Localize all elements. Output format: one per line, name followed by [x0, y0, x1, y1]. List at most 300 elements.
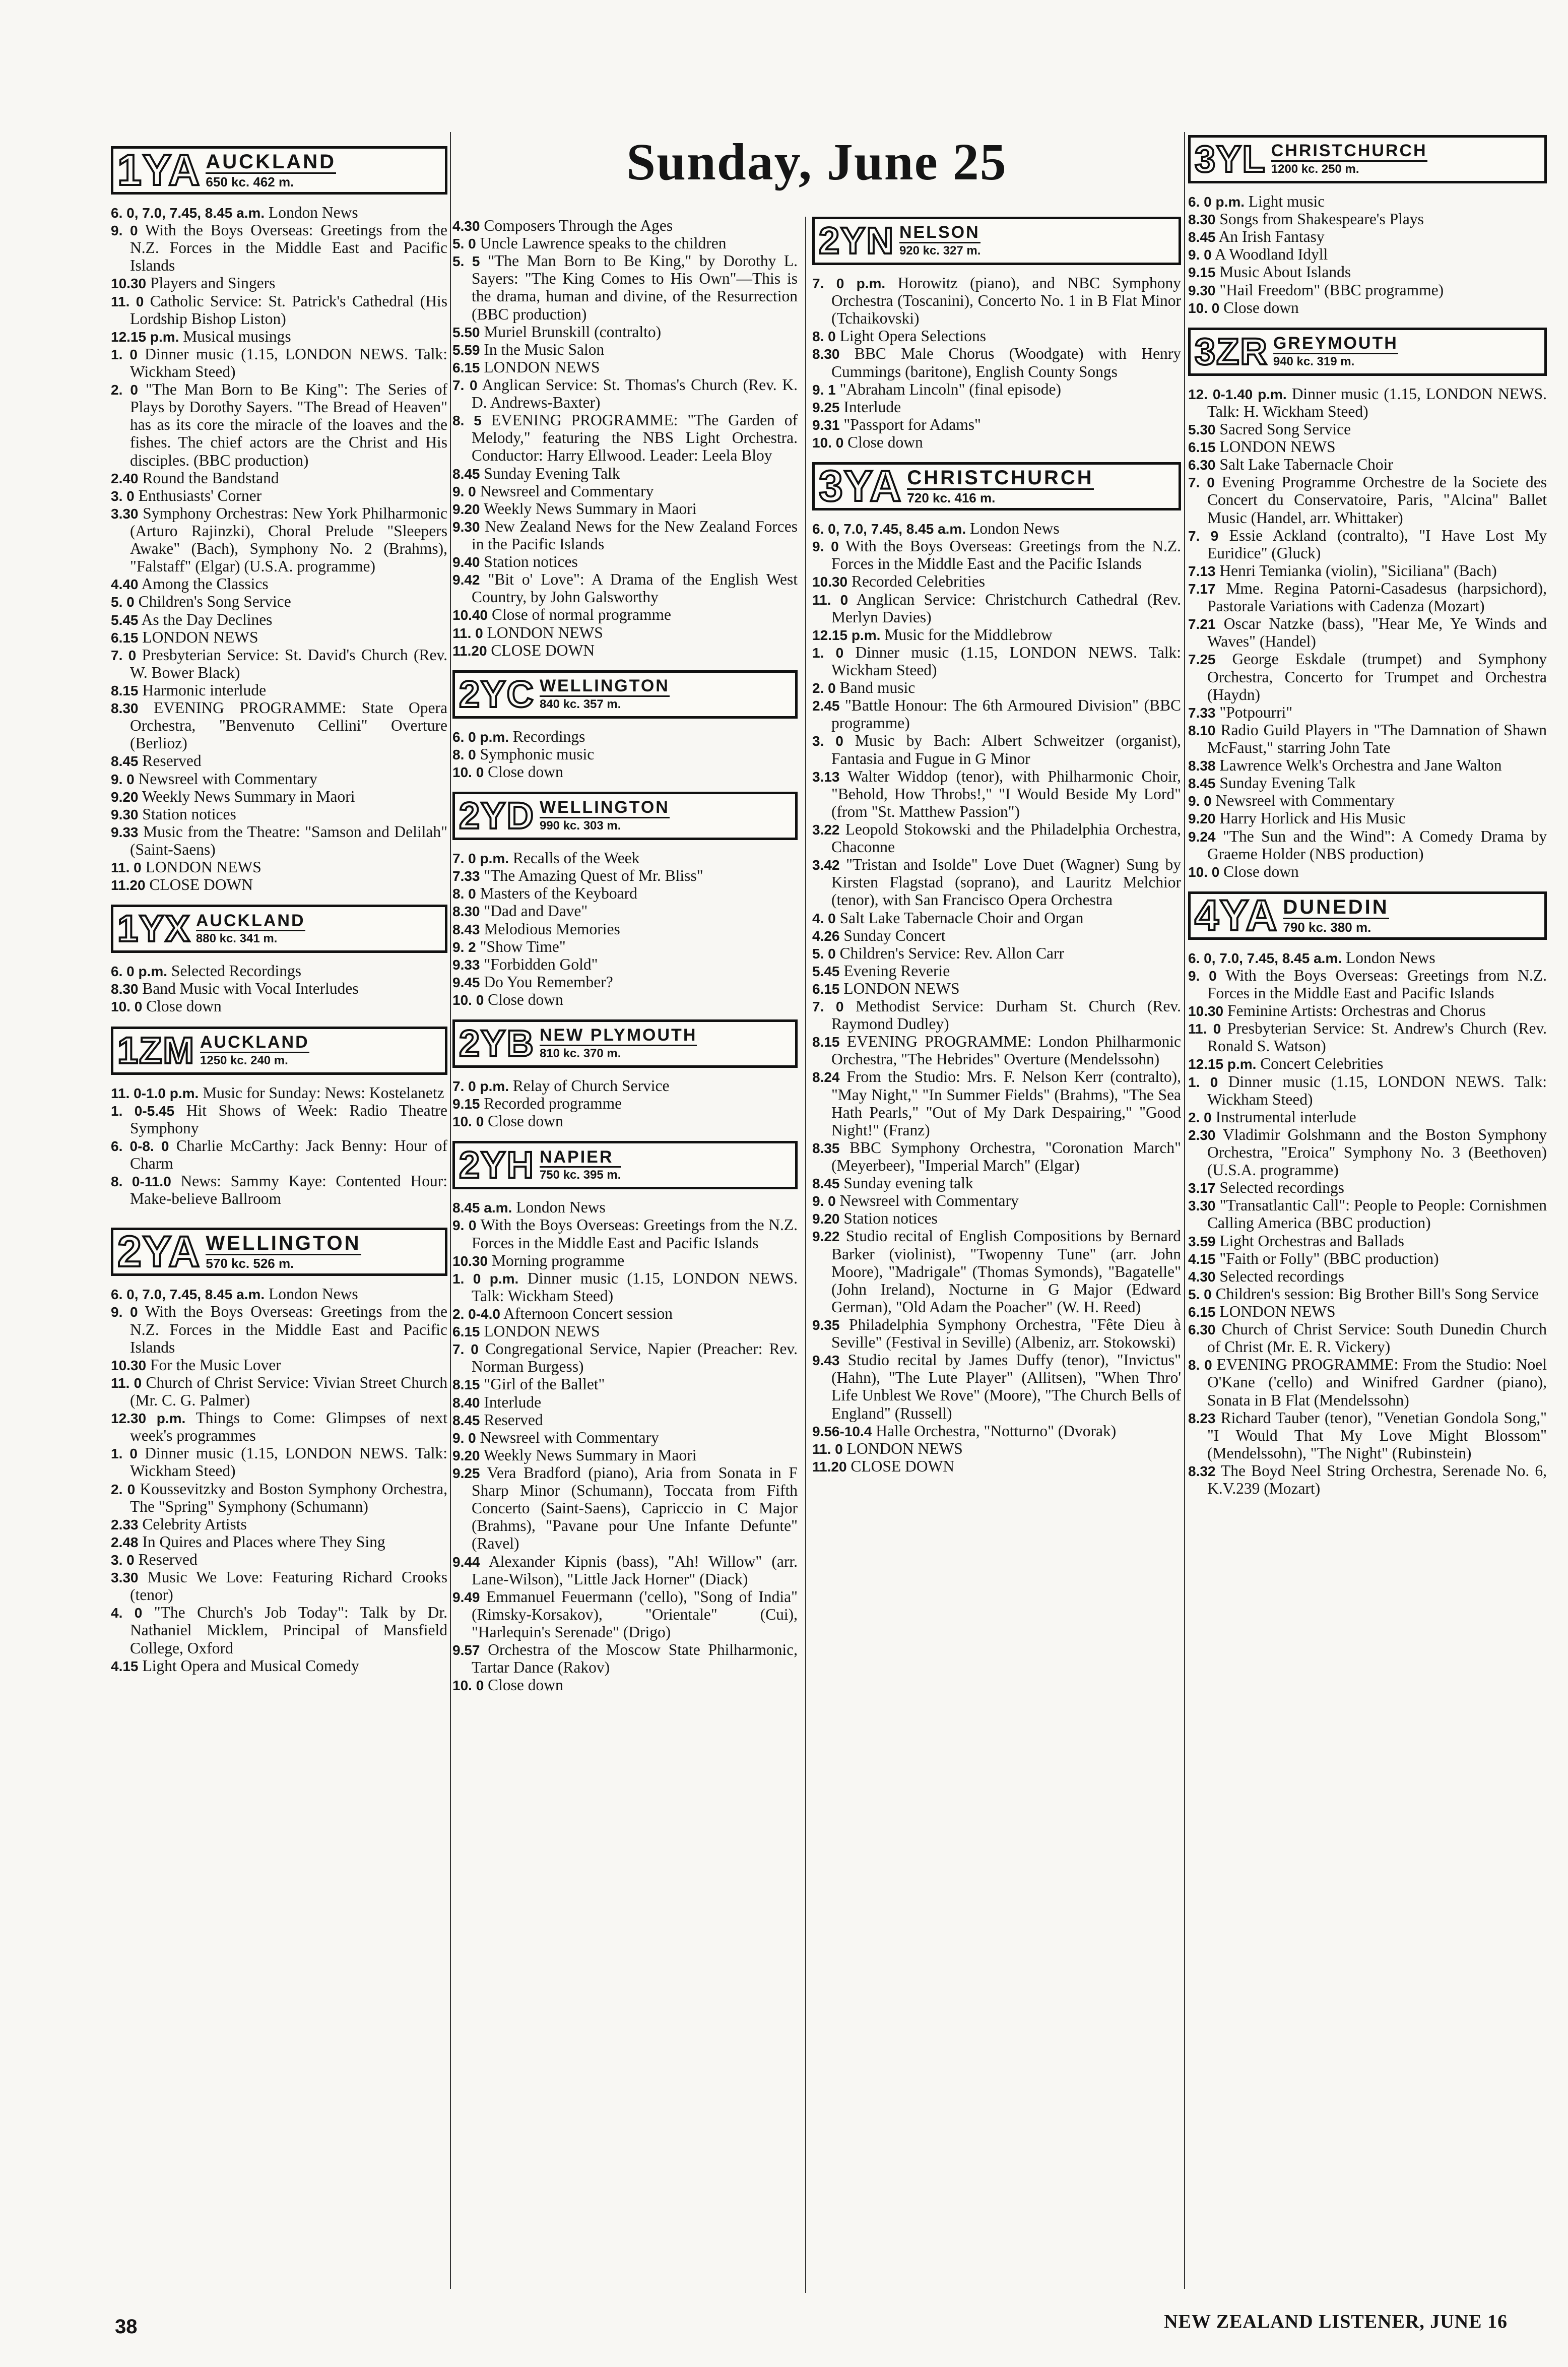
- programme-description: Enthusiasts' Corner: [138, 486, 262, 504]
- station-city: NELSON: [899, 224, 981, 243]
- column-rule: [1184, 132, 1185, 2289]
- programme-description: Vera Bradford (piano), Aria from Sonata in F Sharp Minor (Schumann), Toccata from Fifth Concerto (Saint-Saens), Capriccio in C Major (Brahms), "Pavane pour Une Infante Defunte" (Ravel): [472, 1464, 798, 1553]
- programme-entry: [812, 274, 1181, 327]
- programme-description: Close down: [847, 433, 923, 451]
- programme-entry: [812, 1192, 1181, 1209]
- programme-description: EVENING PROGRAMME: From the Studio: Noel O'Kane ('cello) and Winifred Gardner (piano), Sonata in B Flat (Mendelssohn): [1207, 1356, 1547, 1409]
- programme-time: 2.45: [812, 698, 840, 714]
- programme-description: CLOSE DOWN: [851, 1457, 955, 1475]
- programme-description: Music by Bach: Albert Schweitzer (organist), Fantasia and Fugue in G Minor: [831, 732, 1181, 767]
- programme-description: EVENING PROGRAMME: State Opera Orchestra, "Benvenuto Cellini" Overture (Berlioz): [130, 699, 447, 752]
- programme-description: "Passport for Adams": [843, 415, 981, 433]
- programme-entry: [1188, 527, 1547, 562]
- programme-description: With the Boys Overseas: Greetings from the N.Z. Forces in the Middle East and Pacific Islands: [130, 221, 447, 275]
- programme-time: 9. 0: [812, 1193, 836, 1209]
- programme-entry: [1188, 438, 1547, 456]
- programme-time: 5.45: [812, 963, 840, 979]
- programme-time: 11. 0: [111, 860, 142, 876]
- programme-time: 12.15 p.m.: [111, 329, 179, 345]
- station-city: WELLINGTON: [206, 1232, 361, 1255]
- station-header-1ya: [111, 146, 447, 195]
- programme-description: Feminine Artists: Orchestras and Chorus: [1227, 1002, 1486, 1020]
- programme-entry: [1188, 703, 1547, 721]
- programme-time: 9. 0: [111, 223, 138, 239]
- schedule-3yl: [1188, 193, 1547, 316]
- programme-time: 6. 0 p.m.: [1188, 194, 1245, 210]
- programme-description: Studio recital of English Compositions by Bernard Barker (violinist), "Twopenny Tune" (arr. John Moore), "Madrigale" (Thomas Symonds), "Bagatelle" (John Ireland), Nocturne in G Major (Edward German), "Old Adam the Poacher" (W. H. Reed): [831, 1227, 1181, 1316]
- programme-description: Relay of Church Service: [512, 1077, 670, 1095]
- programme-entry: [452, 358, 798, 376]
- programme-time: 8.40: [452, 1394, 480, 1411]
- programme-time: 7.21: [1188, 616, 1216, 632]
- programme-time: 6.15: [111, 629, 139, 646]
- programme-time: 8.45: [812, 1176, 840, 1192]
- schedule-3zr: [1188, 385, 1547, 880]
- programme-entry: [1188, 473, 1547, 526]
- programme-time: 9.20: [1188, 811, 1216, 827]
- programme-entry: [1188, 1303, 1547, 1320]
- programme-description: George Eskdale (trumpet) and Symphony Orchestra, Concerto for Trumpet and Orchestra (Haydn): [1207, 650, 1547, 703]
- programme-entry: [1188, 1179, 1547, 1196]
- programme-description: Church of Christ Service: Vivian Street Church (Mr. C. G. Palmer): [130, 1373, 448, 1410]
- programme-time: 3.22: [812, 821, 840, 838]
- programme-time: 9.57: [452, 1642, 480, 1658]
- programme-description: Evening Reverie: [843, 962, 950, 980]
- programme-description: LONDON NEWS: [843, 979, 960, 997]
- programme-time: 7. 0 p.m.: [452, 851, 509, 867]
- programme-description: "Potpourri": [1219, 703, 1293, 721]
- programme-time: 6.30: [1188, 1322, 1216, 1338]
- programme-entry: [812, 767, 1181, 820]
- programme-entry: [1188, 228, 1547, 245]
- programme-time: 2. 0: [812, 680, 836, 696]
- programme-time: 8.32: [1188, 1463, 1216, 1479]
- programme-time: 9.20: [812, 1211, 840, 1227]
- programme-time: 9. 0: [452, 1430, 476, 1446]
- programme-time: 11. 0: [111, 293, 144, 309]
- programme-time: 9.43: [812, 1353, 840, 1369]
- programme-time: 7. 0: [111, 647, 137, 663]
- programme-description: Light Opera Selections: [839, 327, 986, 345]
- programme-time: 2. 0: [1188, 1109, 1212, 1125]
- programme-entry: [111, 1374, 447, 1409]
- programme-time: 10. 0: [452, 1114, 484, 1130]
- programme-entry: [1188, 967, 1547, 1002]
- programme-entry: [812, 520, 1181, 537]
- programme-entry: [111, 1515, 447, 1533]
- programme-time: 8.45: [452, 1412, 480, 1428]
- programme-description: Sunday Evening Talk: [1219, 774, 1356, 792]
- programme-entry: [452, 1305, 798, 1322]
- programme-entry: [452, 867, 798, 884]
- programme-time: 9.49: [452, 1589, 480, 1605]
- programme-entry: [812, 1174, 1181, 1192]
- station-frequency: 790 kc. 380 m.: [1283, 919, 1371, 935]
- programme-time: 9. 0: [452, 1218, 477, 1234]
- schedule-1yx: [111, 962, 447, 1015]
- programme-description: "Battle Honour: The 6th Armoured Division" (BBC programme): [831, 696, 1181, 732]
- programme-description: Afternoon Concert session: [503, 1305, 673, 1323]
- programme-entry: [812, 644, 1181, 679]
- station-frequency: 720 kc. 416 m.: [907, 490, 996, 506]
- programme-entry: [111, 805, 447, 823]
- programme-time: 8.15: [812, 1034, 840, 1050]
- programme-description: Philadelphia Symphony Orchestra, "Fête Dieu à Seville" (Festival in Seville) (Albeniz, arr. Stokowski): [831, 1316, 1181, 1352]
- programme-time: 9.33: [111, 824, 139, 840]
- programme-time: 9.20: [452, 501, 480, 517]
- programme-entry: [111, 858, 447, 876]
- programme-description: Music for the Middlebrow: [884, 625, 1053, 644]
- station-header-1zm: [111, 1027, 447, 1075]
- programme-description: Anglican Service: St. Thomas's Church (Rev. K. D. Andrews-Baxter): [472, 375, 798, 412]
- page-title: Sunday, June 25: [626, 133, 1007, 191]
- programme-entry: [111, 1568, 447, 1604]
- programme-time: 7. 0 p.m.: [452, 1078, 509, 1095]
- programme-entry: [111, 788, 447, 805]
- programme-time: 5. 0: [1188, 1286, 1212, 1302]
- programme-time: 7. 9: [1188, 528, 1219, 544]
- station-frequency: 920 kc. 327 m.: [899, 243, 981, 258]
- programme-description: Close of normal programme: [491, 606, 671, 624]
- programme-time: 4.15: [1188, 1251, 1216, 1267]
- programme-entry: [111, 1285, 447, 1303]
- programme-entry: [452, 1375, 798, 1393]
- programme-time: 10.30: [111, 1357, 147, 1373]
- programme-entry: [111, 328, 447, 345]
- programme-description: Reserved: [142, 752, 202, 770]
- programme-entry: [1188, 774, 1547, 792]
- programme-time: 6.15: [1188, 439, 1216, 456]
- programme-time: 2. 0-4.0: [452, 1306, 500, 1322]
- programme-entry: [111, 1084, 447, 1102]
- programme-entry: [1188, 1196, 1547, 1232]
- programme-entry: [1188, 385, 1547, 420]
- station-city: DUNEDIN: [1283, 895, 1389, 918]
- programme-description: In Quires and Places where They Sing: [142, 1532, 385, 1551]
- programme-time: 8.15: [111, 682, 139, 698]
- programme-description: "Abraham Lincoln" (final episode): [839, 380, 1062, 398]
- station-frequency: 990 kc. 303 m.: [539, 819, 621, 833]
- programme-description: Morning programme: [491, 1251, 625, 1269]
- programme-time: 8. 0-11.0: [111, 1174, 171, 1190]
- station-header-1yx: [111, 905, 447, 953]
- programme-time: 9.25: [452, 1465, 480, 1482]
- programme-time: 3. 0: [111, 1552, 135, 1568]
- programme-description: Catholic Service: St. Patrick's Cathedral (His Lordship Bishop Liston): [130, 292, 448, 328]
- programme-entry: [452, 500, 798, 518]
- programme-description: Recordings: [512, 727, 585, 745]
- schedule-2yn: [812, 274, 1181, 451]
- programme-entry: [111, 752, 447, 770]
- programme-time: 4.30: [452, 218, 480, 234]
- programme-entry: [452, 376, 798, 411]
- programme-description: Selected Recordings: [171, 962, 301, 980]
- programme-entry: [111, 962, 447, 980]
- programme-entry: [111, 1356, 447, 1374]
- schedule-3ya: [812, 520, 1181, 1475]
- programme-description: LONDON NEWS: [484, 1322, 600, 1340]
- programme-entry: [111, 1533, 447, 1551]
- programme-time: 2. 0: [111, 1481, 136, 1497]
- programme-entry: [111, 997, 447, 1015]
- programme-description: Children's session: Big Brother Bill's Song Service: [1215, 1285, 1539, 1303]
- programme-entry: [812, 944, 1181, 962]
- programme-description: Interlude: [843, 398, 901, 416]
- programme-description: Evening Programme Orchestre de la Societe des Concert du Conservatoire, Paris, "Alcina" Ballet Music (Handel, arr. Whittaker): [1207, 473, 1547, 527]
- programme-entry: [1188, 420, 1547, 438]
- programme-description: With the Boys Overseas: Greetings from the N.Z. Forces in the Middle East and Pacific Islands: [130, 1303, 447, 1356]
- programme-description: BBC Male Chorus (Woodgate) with Henry Cummings (baritone), English County Songs: [831, 345, 1182, 380]
- programme-description: LONDON NEWS: [487, 623, 603, 642]
- programme-entry: [452, 973, 798, 991]
- schedule-2yd: [452, 849, 798, 1008]
- programme-description: Music from the Theatre: "Samson and Delilah" (Saint-Saens): [130, 822, 448, 858]
- programme-time: 8.45: [1188, 776, 1216, 792]
- publication-footer: NEW ZEALAND LISTENER, JUNE 16: [1164, 2311, 1508, 2332]
- programme-description: A Woodland Idyll: [1214, 245, 1328, 264]
- programme-description: Station notices: [484, 553, 578, 571]
- programme-description: Music for Sunday: News: Kostelanetz: [203, 1083, 444, 1102]
- programme-time: 7. 0: [452, 1341, 479, 1358]
- programme-entry: [111, 292, 447, 328]
- programme-time: 9.40: [452, 554, 480, 570]
- programme-time: 3.30: [111, 505, 139, 522]
- programme-description: Dinner music (1.15, LONDON NEWS. Talk: Wickham Steed): [130, 1444, 448, 1480]
- programme-description: LONDON NEWS: [142, 628, 258, 646]
- programme-description: "The Amazing Quest of Mr. Bliss": [484, 867, 703, 885]
- programme-entry: [812, 1033, 1181, 1068]
- programme-entry: [111, 770, 447, 788]
- programme-entry: [1188, 1267, 1547, 1285]
- programme-description: Salt Lake Tabernacle Choir and Organ: [839, 909, 1084, 927]
- programme-entry: [452, 1252, 798, 1269]
- programme-entry: [452, 728, 798, 745]
- station-city: GREYMOUTH: [1273, 335, 1398, 354]
- programme-entry: [1188, 245, 1547, 263]
- programme-description: Weekly News Summary in Maori: [483, 499, 697, 518]
- programme-description: CLOSE DOWN: [149, 876, 253, 894]
- programme-description: "Forbidden Gold": [484, 955, 598, 973]
- programme-entry: [1188, 1002, 1547, 1019]
- programme-entry: [452, 323, 798, 341]
- schedule-2ya: [111, 1285, 447, 1674]
- programme-time: 12.30 p.m.: [111, 1411, 186, 1427]
- station-city: NEW PLYMOUTH: [540, 1027, 697, 1046]
- programme-time: 2.40: [111, 470, 139, 486]
- programme-entry: [812, 1227, 1181, 1316]
- programme-time: 8.38: [1188, 758, 1216, 774]
- programme-description: Celebrity Artists: [142, 1515, 247, 1533]
- programme-entry: [812, 820, 1181, 856]
- programme-time: 7.25: [1188, 652, 1216, 668]
- programme-description: With the Boys Overseas: Greetings from N.Z. Forces in the Middle East and Pacific Islands: [1207, 966, 1547, 1002]
- programme-time: 5.45: [111, 612, 139, 628]
- programme-entry: [812, 732, 1181, 767]
- programme-entry: [452, 1676, 798, 1694]
- programme-entry: [1188, 456, 1547, 473]
- programme-description: Selected recordings: [1219, 1179, 1344, 1197]
- programme-time: 10. 0: [111, 999, 143, 1015]
- column-3: [812, 217, 1181, 1475]
- programme-description: BBC Symphony Orchestra, "Coronation March" (Meyerbeer), "Imperial March" (Elgar): [831, 1138, 1181, 1175]
- programme-time: 2. 0: [111, 382, 138, 398]
- schedule-4ya: [1188, 949, 1547, 1497]
- programme-time: 9. 2: [452, 939, 476, 955]
- programme-entry: [452, 642, 798, 659]
- programme-time: 10.30: [111, 276, 147, 292]
- programme-time: 5. 0: [452, 236, 476, 252]
- programme-description: Symphonic music: [480, 745, 595, 763]
- programme-description: Halle Orchestra, "Notturno" (Dvorak): [876, 1422, 1117, 1440]
- programme-entry: [452, 1112, 798, 1130]
- programme-description: Close down: [488, 990, 563, 1008]
- programme-entry: [812, 626, 1181, 644]
- column-rule: [450, 132, 451, 2289]
- programme-description: Masters of the Keyboard: [480, 884, 637, 903]
- programme-entry: [452, 884, 798, 902]
- programme-entry: [452, 955, 798, 973]
- programme-description: Interlude: [484, 1393, 542, 1411]
- programme-entry: [812, 1139, 1181, 1174]
- programme-time: 8. 5: [452, 413, 482, 429]
- station-frequency: 810 kc. 370 m.: [539, 1047, 621, 1061]
- programme-time: 1. 0-5.45: [111, 1103, 175, 1119]
- programme-entry: [452, 1464, 798, 1553]
- column-1: [111, 146, 447, 1675]
- programme-description: Dinner music (1.15, LONDON NEWS. Talk: H. Wickham Steed): [1207, 385, 1547, 420]
- programme-description: Newsreel with Commentary: [1215, 792, 1395, 810]
- programme-entry: [1188, 1409, 1547, 1462]
- schedule-1ya: [111, 204, 447, 893]
- programme-description: Lawrence Welk's Orchestra and Jane Walton: [1219, 756, 1502, 775]
- programme-time: 3.30: [1188, 1198, 1216, 1214]
- programme-entry: [452, 1322, 798, 1340]
- programme-entry: [452, 624, 798, 642]
- programme-description: Symphony Orchestras: New York Philharmonic (Arturo Rajinzki), Choral Prelude "Sleepers Awake" (Bach), Symphony No. 2 (Brahms), "Falstaff" (Elgar) (U.S.A. programme): [130, 504, 447, 575]
- programme-entry: [812, 433, 1181, 451]
- programme-entry: [812, 416, 1181, 433]
- programme-description: Sacred Song Service: [1219, 420, 1351, 438]
- programme-entry: [111, 1604, 447, 1656]
- station-header-2yn: [812, 217, 1181, 265]
- programme-description: Concert Celebrities: [1260, 1055, 1384, 1073]
- programme-entry: [452, 1077, 798, 1095]
- station-city: AUCKLAND: [206, 151, 337, 173]
- programme-time: 7. 0: [1188, 475, 1215, 491]
- programme-time: 7.13: [1188, 563, 1216, 579]
- programme-time: 6. 0, 7.0, 7.45, 8.45 a.m.: [111, 1287, 265, 1303]
- programme-time: 8. 0: [452, 886, 476, 902]
- programme-description: The Boyd Neel String Orchestra, Serenade No. 6, K.V.239 (Mozart): [1207, 1462, 1547, 1498]
- programme-time: 9. 0: [111, 771, 135, 787]
- programme-entry: [1188, 1285, 1547, 1303]
- programme-entry: [1188, 1055, 1547, 1072]
- programme-time: 3.59: [1188, 1233, 1216, 1249]
- programme-entry: [812, 537, 1181, 572]
- programme-time: 11. 0: [1188, 1021, 1221, 1037]
- programme-entry: [111, 487, 447, 504]
- programme-description: "Hail Freedom" (BBC programme): [1219, 281, 1444, 299]
- programme-description: Weekly News Summary in Maori: [142, 787, 355, 805]
- programme-entry: [452, 465, 798, 482]
- station-call-sign: 2YC: [459, 673, 535, 715]
- programme-description: Recalls of the Week: [512, 849, 640, 867]
- programme-entry: [452, 482, 798, 500]
- programme-time: 7. 0 p.m.: [812, 276, 886, 291]
- programme-time: 6.15: [1188, 1304, 1216, 1320]
- programme-entry: [452, 1429, 798, 1446]
- programme-entry: [452, 1393, 798, 1411]
- programme-time: 8.45: [452, 466, 480, 482]
- programme-description: New Zealand News for the New Zealand Forces in the Pacific Islands: [472, 517, 798, 553]
- programme-description: Things to Come: Glimpses of next week's programmes: [130, 1409, 447, 1445]
- programme-entry: [1188, 1073, 1547, 1108]
- programme-description: Newsreel with Commentary: [480, 1428, 659, 1446]
- station-header-3ya: [812, 462, 1181, 510]
- programme-time: 8.23: [1188, 1410, 1216, 1426]
- station-call-sign: 2YH: [459, 1144, 535, 1186]
- programme-entry: [111, 1303, 447, 1356]
- programme-description: Music About Islands: [1219, 263, 1351, 281]
- station-city: CHRISTCHURCH: [907, 467, 1094, 489]
- programme-time: 5.50: [452, 324, 480, 340]
- programme-time: 12.15 p.m.: [812, 627, 881, 643]
- programme-time: 8.10: [1188, 722, 1216, 738]
- programme-description: Light Orchestras and Ballads: [1219, 1232, 1404, 1250]
- programme-description: Close down: [1223, 862, 1299, 880]
- page-number: 38: [115, 2316, 138, 2338]
- programme-description: Walter Widdop (tenor), with Philharmonic Choir, "Behold, How Throbs!," "I Would Beside My Lord" (from "St. Matthew Passion"): [831, 767, 1181, 820]
- programme-description: Dinner music (1.15, LONDON NEWS. Talk: Wickham Steed): [1207, 1072, 1547, 1108]
- programme-time: 11. 0: [111, 1375, 142, 1391]
- programme-time: 1. 0: [812, 645, 844, 661]
- programme-entry: [1188, 263, 1547, 281]
- programme-time: 10. 0: [452, 764, 484, 780]
- programme-entry: [111, 876, 447, 893]
- programme-entry: [1188, 299, 1547, 316]
- programme-time: 11. 0: [812, 592, 848, 608]
- programme-description: An Irish Fantasy: [1218, 228, 1325, 246]
- programme-time: 9.44: [452, 1554, 480, 1570]
- programme-time: 9.31: [812, 417, 840, 433]
- programme-time: 5.59: [452, 342, 480, 358]
- programme-description: Do You Remember?: [484, 973, 613, 991]
- station-city: AUCKLAND: [200, 1034, 309, 1053]
- programme-time: 4.40: [111, 577, 139, 593]
- programme-description: Selected recordings: [1219, 1267, 1344, 1285]
- programme-description: Congregational Service, Napier (Preacher: Rev. Norman Burgess): [472, 1340, 798, 1376]
- station-header-2ya: [111, 1228, 447, 1276]
- programme-entry: [1188, 949, 1547, 967]
- programme-entry: [452, 1340, 798, 1375]
- programme-entry: [812, 962, 1181, 980]
- programme-time: 9.56-10.4: [812, 1423, 872, 1439]
- programme-entry: [452, 745, 798, 763]
- programme-time: 10. 0: [452, 1678, 484, 1694]
- programme-entry: [111, 221, 447, 274]
- programme-description: LONDON NEWS: [484, 358, 600, 376]
- programme-entry: [812, 380, 1181, 398]
- programme-description: Band Music with Vocal Interludes: [142, 980, 359, 998]
- programme-entry: [1188, 1250, 1547, 1267]
- programme-time: 7.17: [1188, 581, 1216, 597]
- programme-description: "The Sun and the Wind": A Comedy Drama by Graeme Holder (NBS production): [1207, 827, 1547, 863]
- programme-time: 9.30: [1188, 282, 1216, 298]
- programme-time: 8.24: [812, 1069, 840, 1085]
- programme-entry: [1188, 827, 1547, 863]
- programme-description: Recorded Celebrities: [851, 572, 985, 591]
- programme-time: 1. 0: [111, 346, 138, 362]
